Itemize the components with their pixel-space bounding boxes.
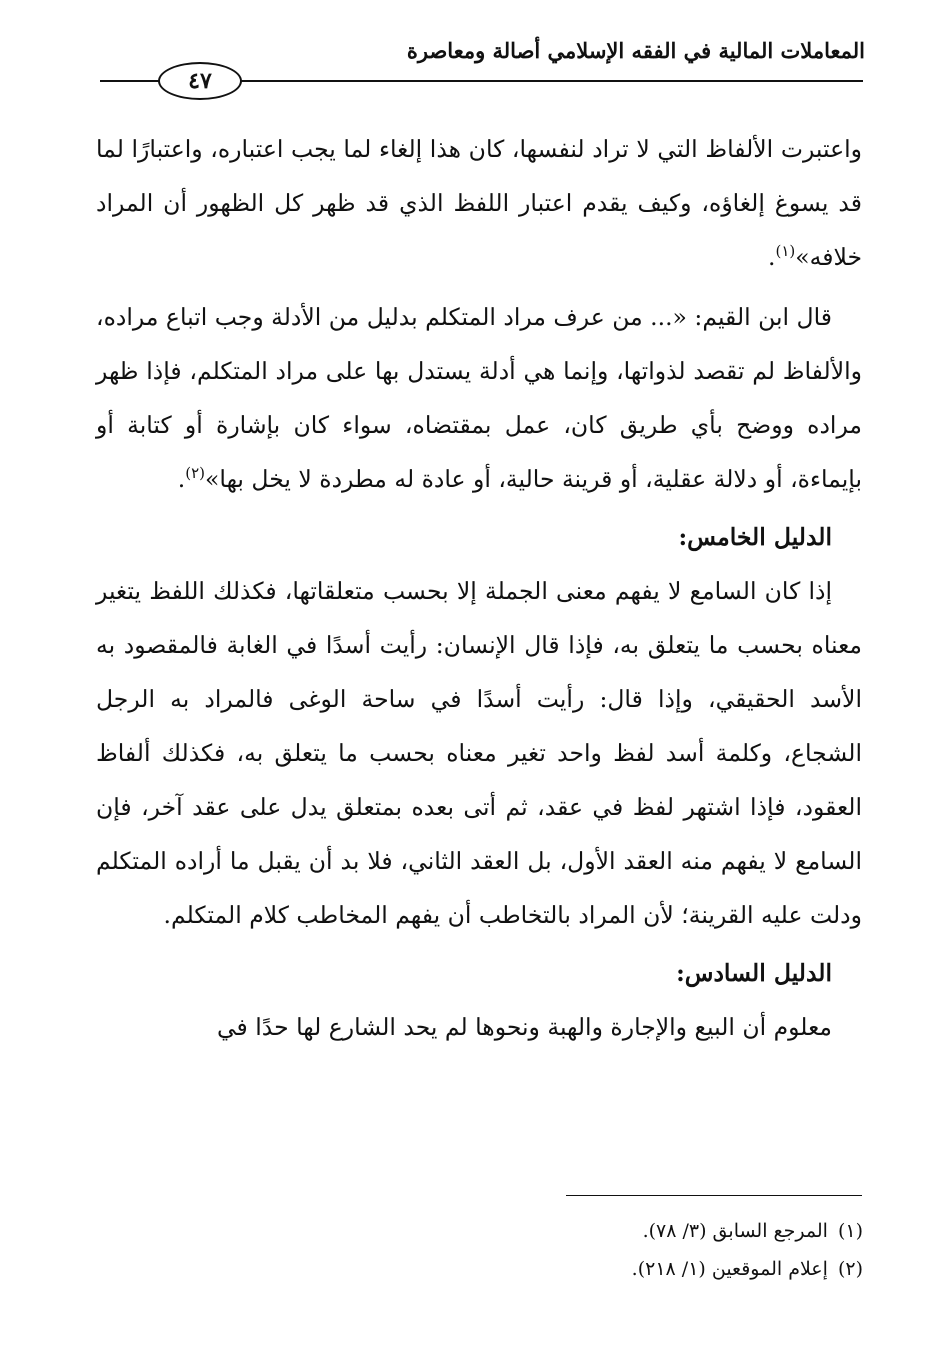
paragraph-fifth-evidence: إذا كان السامع لا يفهم معنى الجملة إلا بحسب متعلقاتها، فكذلك اللفظ يتغير معناه بحسب ما يتعلق به، فإذا قال الإنسان: رأيت أسدًا في الغابة فالمقصود به الأسد الحقيقي، وإذا قال: رأيت أسدًا في ساحة الوغى فالمراد به الرجل الشجاع، وكلمة أسد لفظ واحد تغير معناه بحسب ما يتعلق به، فكذلك ألفاظ العقود، فإذا اشتهر لفظ في عقد، ثم أتى بعده بمتعلق يدل على عقد آخر، فإن السامع لا يفهم منه العقد الأول، بل العقد الثاني، فلا بد أن يقبل ما أراده المتكلم ودلت عليه القرينة؛ لأن المراد بالتخاطب أن يفهم المخاطب كلام المتكلم. [96,577,862,929]
section-heading-sixth-evidence: الدليل السادس: [676,959,832,987]
footnote-ref-2: (٢) [185,464,206,483]
section-heading-fifth-evidence: الدليل الخامس: [678,523,832,551]
body-text [96,122,862,1054]
paragraph-text: قال ابن القيم: «... من عرف مراد المتكلم بدليل من الأدلة وجب اتباع مراده، والألفاظ لم تقصد لذواتها، وإنما هي أدلة يستدل بها على مراد المتكلم، فإذا ظهر مراده ووضح بأي طريق كان، عمل بمقتضاه، سواء كان بإشارة أو كتابة أو بإيماءة، أو دلالة عقلية، أو قرينة حالية، أو عادة له مطردة لا يخل بها» [96,303,862,493]
page-number: ٤٧ [158,62,242,100]
paragraph-continuation: واعتبرت الألفاظ التي لا تراد لنفسها، كان هذا إلغاء لما يجب اعتباره، واعتبارًا لما قد يسوغ إلغاؤه، وكيف يقدم اعتبار اللفظ الذي قد ظهر كل الظهور أن المراد خلافه»$^{(١)}$. [96,135,862,271]
footnote-ref-1: (١) [775,242,796,261]
footnote-1 [363,1212,863,1250]
footnotes [363,1212,863,1288]
footnote-separator [566,1195,862,1196]
paragraph-text: واعتبرت الألفاظ التي لا تراد لنفسها، كان هذا إلغاء لما يجب اعتباره، واعتبارًا لما قد يسوغ إلغاؤه، وكيف يقدم اعتبار اللفظ الذي قد ظهر كل الظهور أن المراد خلافه» [96,135,862,271]
running-title: المعاملات المالية في الفقه الإسلامي أصالة ومعاصرة [406,38,865,63]
footnote-number: (٢) [837,1258,863,1280]
paragraph-sixth-evidence: معلوم أن البيع والإجارة والهبة ونحوها لم يحد الشارع لها حدًا في [216,1013,832,1041]
footnote-text: المرجع السابق (٣/ ٧٨). [642,1220,828,1242]
footnote-2 [363,1250,863,1288]
paragraph-ibn-qayyim: قال ابن القيم: «... من عرف مراد المتكلم بدليل من الأدلة وجب اتباع مراده، والألفاظ لم تقصد لذواتها، وإنما هي أدلة يستدل بها على مراد المتكلم، فإذا ظهر مراده ووضح بأي طريق كان، عمل بمقتضاه، سواء كان بإشارة أو كتابة أو بإيماءة، أو دلالة عقلية، أو قرينة حالية، أو عادة له مطردة لا يخل بها»$^{(٢)}$. [96,303,862,493]
footnote-text: إعلام الموقعين (١/ ٢١٨). [631,1258,828,1280]
footnote-number: (١) [837,1220,863,1242]
